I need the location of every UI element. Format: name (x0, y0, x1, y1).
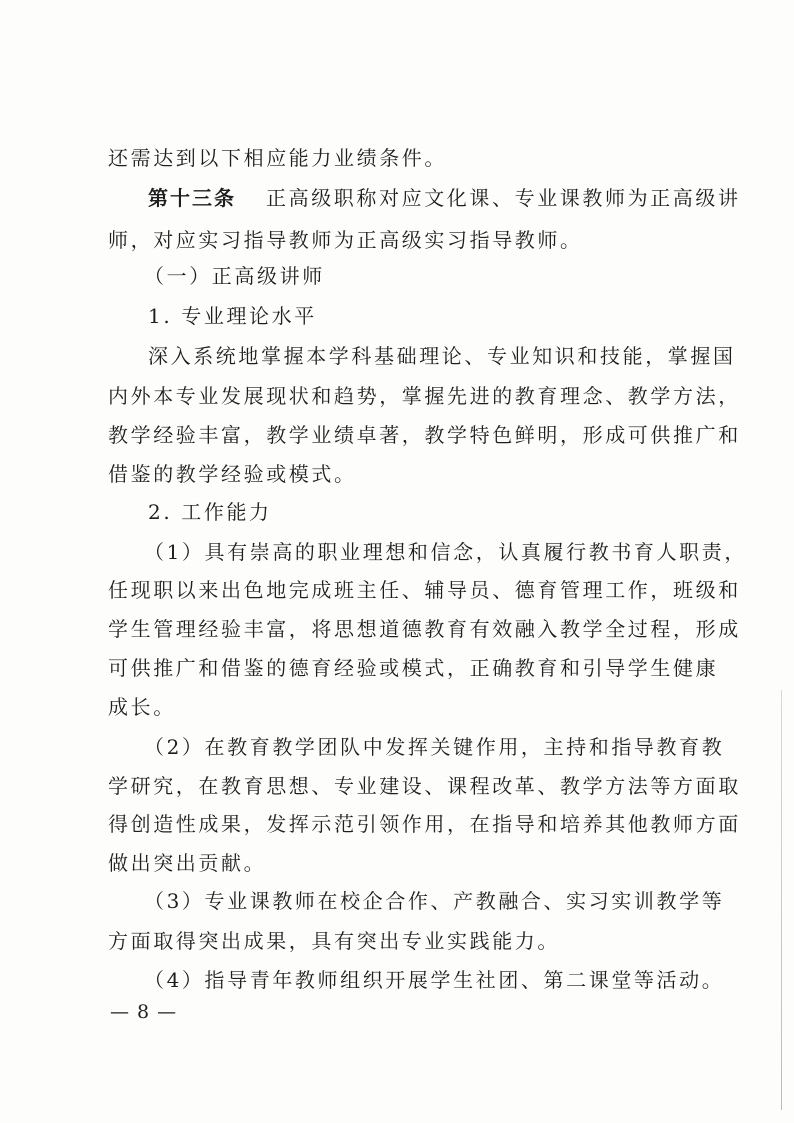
item-line: （4）指导青年教师组织开展学生社团、第二课堂等活动。 (144, 968, 725, 992)
item-line: （1）具有崇高的职业理想和信念，认真履行教书育人职责， (144, 540, 747, 564)
article-text: 正高级职称对应文化课、专业课教师为正高级讲 (266, 186, 741, 210)
item-line: 学生管理经验丰富，将思想道德教育有效融入教学全过程，形成 (108, 617, 741, 641)
subsection-heading: 2. 工作能力 (148, 500, 272, 524)
subsection-heading: 1. 专业理论水平 (148, 304, 317, 328)
page-edge-shadow (781, 690, 782, 1110)
text-line: 师，对应实习指导教师为正高级实习指导教师。 (108, 228, 583, 252)
item-line: （3）专业课教师在校企合作、产教融合、实习实训教学等 (144, 889, 725, 913)
item-line: 可供推广和借鉴的德育经验或模式，正确教育和引导学生健康 (108, 656, 719, 680)
item-line: 学研究，在教育思想、专业建设、课程改革、教学方法等方面取 (108, 774, 741, 798)
text-line: 还需达到以下相应能力业绩条件。 (108, 146, 447, 170)
section-heading: （一）正高级讲师 (144, 264, 325, 288)
item-line: 得创造性成果，发挥示范引领作用，在指导和培养其他教师方面 (108, 812, 741, 836)
paragraph-line: 内外本专业发展现状和趋势，掌握先进的教育理念、教学方法， (108, 384, 741, 408)
item-line: 方面取得突出成果，具有突出专业实践能力。 (108, 929, 560, 953)
article-heading: 第十三条 (148, 186, 236, 210)
item-line: 做出突出贡献。 (108, 851, 267, 875)
item-line: （2）在教育教学团队中发挥关键作用，主持和指导教育教 (144, 735, 725, 759)
item-line: 任现职以来出色地完成班主任、辅导员、德育管理工作，班级和 (108, 578, 741, 602)
paragraph-line: 教学经验丰富，教学业绩卓著，教学特色鲜明，形成可供推广和 (108, 423, 741, 447)
page-number: — 8 — (110, 1001, 178, 1023)
article-13-line (148, 186, 741, 210)
item-line: 成长。 (108, 695, 176, 719)
paragraph-line: 深入系统地掌握本学科基础理论、专业知识和技能，掌握国 (148, 344, 736, 368)
paragraph-line: 借鉴的教学经验或模式。 (108, 462, 357, 486)
